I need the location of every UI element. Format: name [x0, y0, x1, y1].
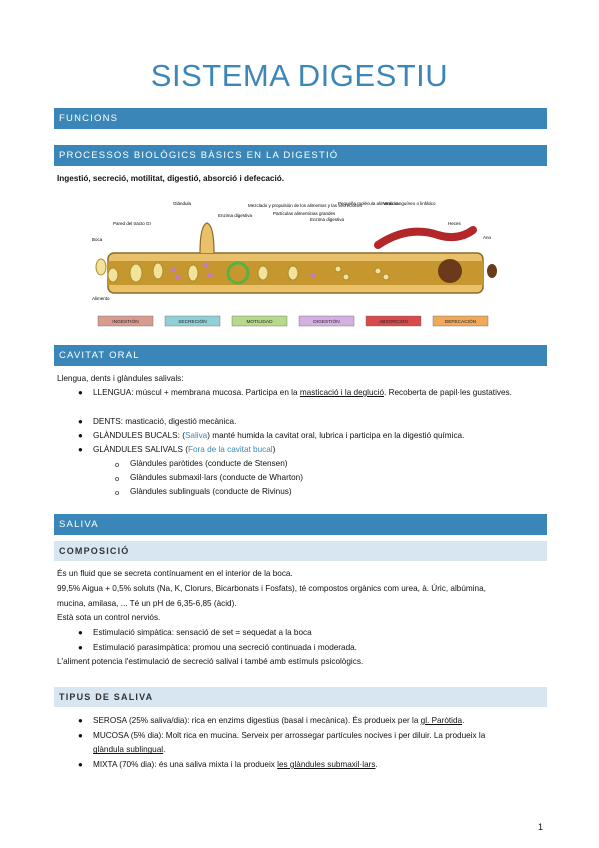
- bullet-icon: ●: [78, 643, 83, 652]
- composicio-line2: 99,5% Aigua + 0,5% soluts (Na, K, Clorurs, Bicarbonats i Fosfats), té compostos orgànics com urea, à. Úric, albúmina,: [57, 584, 486, 593]
- gland-parotides: Glàndules paròtides (conducte de Stensen): [130, 459, 288, 468]
- label-glandula: Glándula: [173, 201, 192, 206]
- tipus-mixta: MIXTA (70% dia): és una saliva mixta i la produeix les glàndules submaxil·lars.: [93, 760, 378, 769]
- feces: [438, 259, 462, 283]
- food-item: [96, 259, 106, 275]
- bullet-icon: ●: [78, 445, 83, 454]
- composicio-line1: És un fluid que se secreta contínuament en el interior de la boca.: [57, 569, 293, 578]
- label-boca: Boca: [92, 237, 103, 242]
- composicio-bullet2: Estimulació parasimpàtica: promou una secreció continuada i moderada.: [93, 643, 357, 652]
- processos-text: Ingestió, secreció, motilitat, digestió, absorció i defecació.: [57, 174, 285, 183]
- digestion-diagram: [88, 195, 503, 335]
- section-header-processos: PROCESSOS BIOLÒGICS BÀSICS EN LA DIGESTIÓ: [54, 145, 547, 166]
- molecule-dot: [335, 266, 341, 272]
- composicio-bullet1: Estimulació simpàtica: sensació de set = sequedat a la boca: [93, 628, 312, 637]
- step-label: INGESTIÓN: [112, 320, 139, 325]
- label-alimento: Alimento: [92, 296, 110, 301]
- food-item: [258, 266, 268, 280]
- food-item: [108, 268, 118, 282]
- enzyme-dot: [171, 268, 176, 273]
- label-enzima2: Enzima digestiva: [310, 217, 345, 222]
- bullet-icon: ●: [78, 716, 83, 725]
- feces: [487, 264, 497, 278]
- food-item: [288, 266, 298, 280]
- food-item: [188, 265, 198, 281]
- molecule-dot: [383, 274, 389, 280]
- enzyme-dot: [311, 273, 316, 278]
- circle-bullet-icon: o: [115, 474, 120, 483]
- circle-bullet-icon: o: [115, 460, 120, 469]
- molecule-dot: [343, 274, 349, 280]
- enzyme-dot: [208, 273, 213, 278]
- molecule-dot: [375, 268, 381, 274]
- enzyme-dot: [204, 263, 209, 268]
- label-enzima1: Enzima digestiva: [218, 213, 253, 218]
- tipus-mucosa: MUCOSA (5% dia): Molt rica en mucina. Serveix per arrossegar partícules nocives i per diluir. La produeix la glàndula sublingual.: [93, 731, 486, 755]
- bullet-icon: ●: [78, 760, 83, 769]
- section-header-funcions: FUNCIONS: [54, 108, 547, 129]
- step-label: ABSORCIÓN: [379, 320, 408, 325]
- label-heces: Heces: [448, 221, 461, 226]
- label-particulas: Partículas alimenticias grandes: [273, 211, 336, 216]
- gland-shape: [200, 223, 214, 253]
- subsection-composicio: COMPOSICIÓ: [54, 541, 547, 561]
- step-label: DEFECACIÓN: [444, 320, 477, 325]
- cavitat-item-llengua: LLENGUA: múscul + membrana mucosa. Participa en la masticació i la deglució. Recoberta de papil·les gustatives.: [93, 388, 512, 397]
- circle-bullet-icon: o: [115, 488, 120, 497]
- section-header-cavitat: CAVITAT ORAL: [54, 345, 547, 366]
- page-title: SISTEMA DIGESTIU: [150, 58, 449, 93]
- label-pared: Pared del tracto GI: [113, 221, 151, 226]
- gland-sublinguals: Glàndules sublinguals (conducte de Rivinus): [130, 487, 292, 496]
- composicio-line3: mucina, amilasa, ... Té un pH de 6,35-6,85 (àcid).: [57, 599, 237, 608]
- bullet-icon: ●: [78, 731, 83, 740]
- step-label: SECRECIÓN: [178, 320, 207, 325]
- composicio-line5: L'aliment potencia l'estimulació de secreció salival i també amb estímuls psicològics.: [57, 657, 364, 666]
- bullet-icon: ●: [78, 417, 83, 426]
- label-mezclado: Mezclado y propulsión de los alimentos y las secreciones: [248, 203, 363, 208]
- cavitat-intro: Llengua, dents i glàndules salivals:: [57, 374, 184, 383]
- step-label: DIGESTIÓN: [313, 320, 340, 325]
- page-number: 1: [537, 822, 543, 832]
- subsection-tipus: TIPUS DE SALIVA: [54, 687, 547, 707]
- blood-vessel: [378, 230, 473, 245]
- bullet-icon: ●: [78, 628, 83, 637]
- section-header-saliva: SALIVA: [54, 514, 547, 535]
- tipus-serosa: SEROSA (25% saliva/dia): rica en enzims digestius (basal i mecànica). És produeix per la gl. Paròtida.: [93, 716, 465, 725]
- label-pequena: Pequeña molécula alimenticia: [338, 201, 398, 206]
- label-ano: Ano: [483, 235, 492, 240]
- label-vaso: Vaso sanguíneo o linfático: [383, 201, 436, 206]
- cavitat-item-dents: DENTS: masticació, digestió mecànica.: [93, 417, 237, 426]
- composicio-line4: Està sota un control nerviós.: [57, 613, 161, 622]
- food-item: [153, 263, 163, 279]
- bullet-icon: ●: [78, 388, 83, 397]
- enzyme-dot: [176, 275, 181, 280]
- food-item: [130, 264, 142, 282]
- step-label: MOTILIDAD: [246, 320, 273, 325]
- bullet-icon: ●: [78, 431, 83, 440]
- cavitat-item-salivals: GLÀNDULES SALIVALS (Fora de la cavitat bucal): [93, 445, 276, 454]
- gland-submaxil: Glàndules submaxil·lars (conducte de Wharton): [130, 473, 303, 482]
- cavitat-item-bucals: GLÀNDULES BUCALS: (Saliva) manté humida la cavitat oral, lubrica i participa en la digestió química.: [93, 431, 465, 440]
